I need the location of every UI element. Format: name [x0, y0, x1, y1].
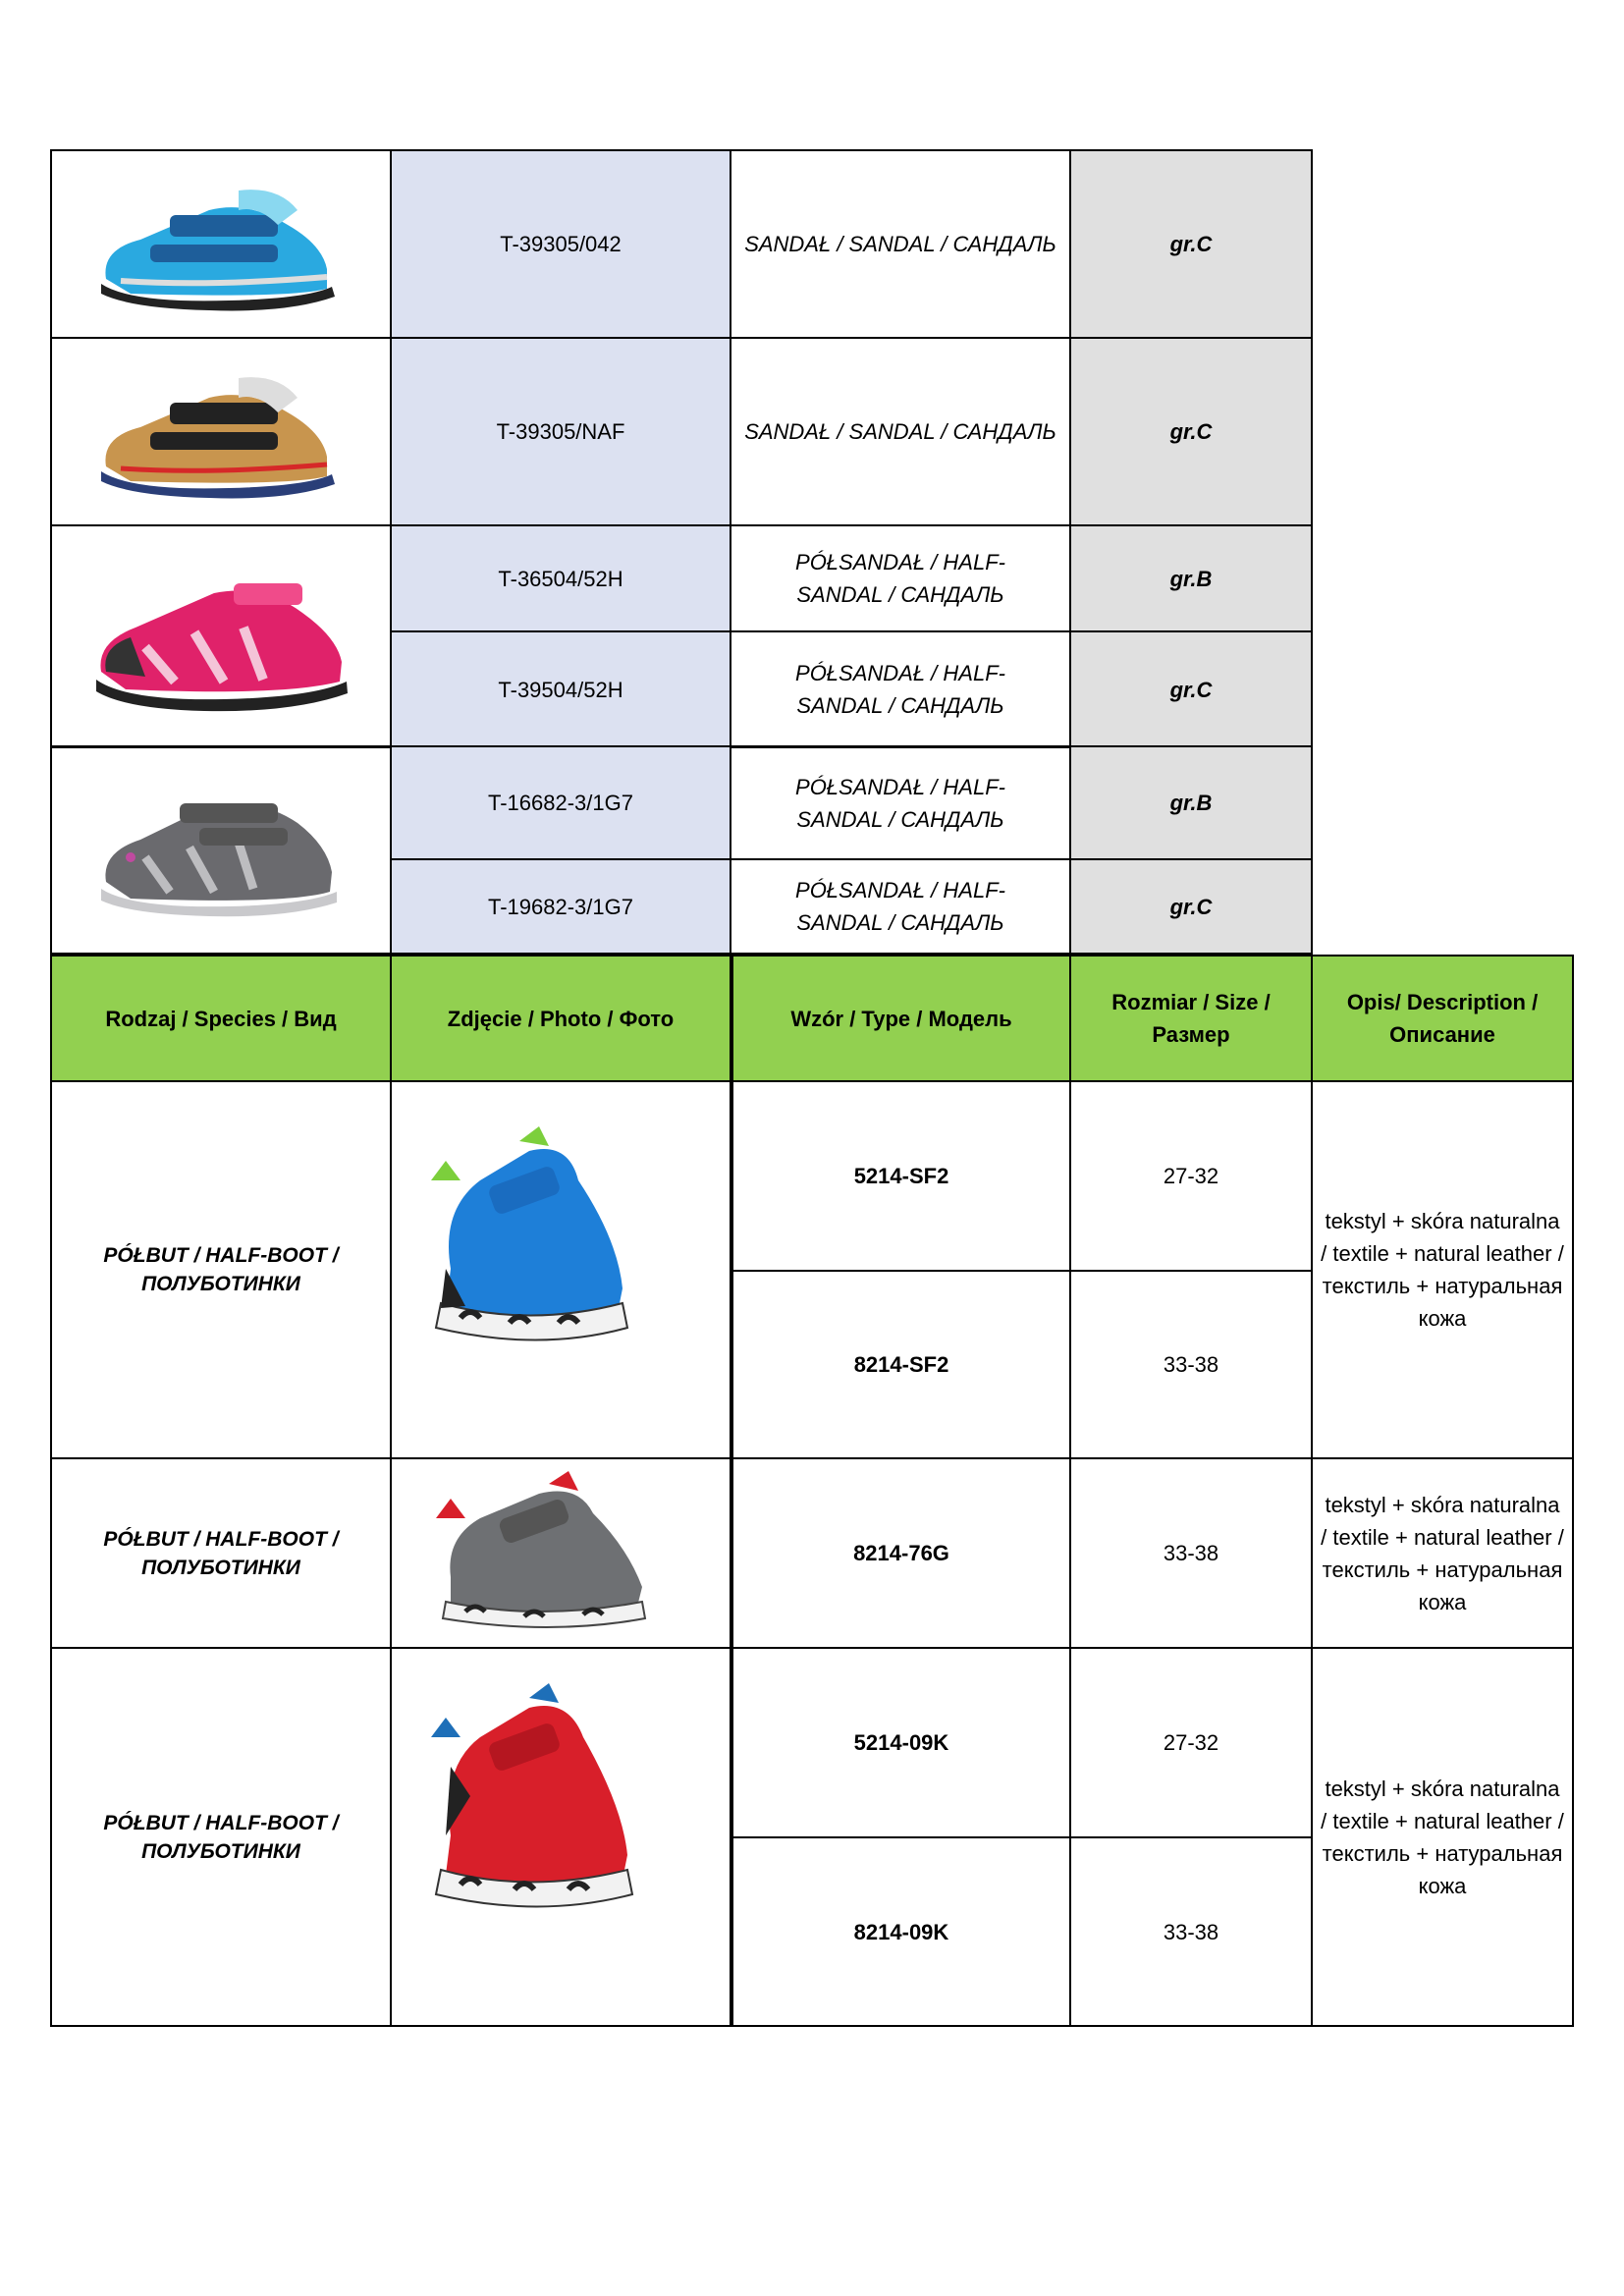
- header-species: Rodzaj / Species / Вид: [50, 955, 392, 1082]
- photo-cell: [50, 149, 392, 339]
- product-code: T-39504/52H: [390, 630, 731, 748]
- header-size: Rozmiar / Size / Размер: [1069, 955, 1313, 1082]
- type-cell: 5214-SF2: [730, 1080, 1071, 1272]
- sandal-brown-image: [91, 358, 347, 506]
- product-description: PÓŁSANDAŁ / HALF-SANDAL / САНДАЛЬ: [730, 630, 1071, 748]
- photo-cell: [50, 337, 392, 526]
- material-description: tekstyl + skóra naturalna / textile + natural leather / текстиль + натуральная кожа: [1311, 1457, 1574, 1649]
- header-type: Wzór / Type / Модель: [730, 955, 1071, 1082]
- sneaker-red-image: [421, 1678, 647, 1934]
- product-code: T-39305/042: [390, 149, 731, 339]
- sneaker-gray-image: [431, 1469, 657, 1636]
- product-code: T-39305/NAF: [390, 337, 731, 526]
- type-cell: 8214-09K: [730, 1836, 1071, 2027]
- size-cell: 27-32: [1069, 1080, 1313, 1272]
- product-code: T-19682-3/1G7: [390, 858, 731, 955]
- product-description: SANDAŁ / SANDAL / САНДАЛЬ: [730, 337, 1071, 526]
- price-group: gr.C: [1069, 337, 1313, 526]
- size-cell: 33-38: [1069, 1457, 1313, 1649]
- price-group: gr.B: [1069, 524, 1313, 632]
- header-description: Opis/ Description / Описание: [1311, 955, 1574, 1082]
- half-sandal-pink-image: [86, 554, 361, 721]
- photo-cell: [50, 745, 392, 955]
- size-cell: 33-38: [1069, 1836, 1313, 2027]
- price-group: gr.C: [1069, 630, 1313, 748]
- photo-cell: [390, 1457, 731, 1649]
- type-cell: 8214-76G: [730, 1457, 1071, 1649]
- photo-cell: [390, 1647, 731, 2027]
- species-cell: PÓŁBUT / HALF-BOOT / ПОЛУБОТИНКИ: [50, 1457, 392, 1649]
- product-code: T-16682-3/1G7: [390, 745, 731, 860]
- sneaker-blue-image: [421, 1121, 637, 1357]
- product-description: PÓŁSANDAŁ / HALF-SANDAL / САНДАЛЬ: [730, 745, 1071, 860]
- product-code: T-36504/52H: [390, 524, 731, 632]
- type-cell: 8214-SF2: [730, 1270, 1071, 1459]
- material-description: tekstyl + skóra naturalna / textile + natural leather / текстиль + натуральная кожа: [1311, 1647, 1574, 2027]
- species-cell: PÓŁBUT / HALF-BOOT / ПОЛУБОТИНКИ: [50, 1647, 392, 2027]
- header-photo: Zdjęcie / Photo / Фото: [390, 955, 731, 1082]
- price-group: gr.C: [1069, 858, 1313, 955]
- price-group: gr.B: [1069, 745, 1313, 860]
- price-group: gr.C: [1069, 149, 1313, 339]
- size-cell: 27-32: [1069, 1647, 1313, 1838]
- product-description: SANDAŁ / SANDAL / САНДАЛЬ: [730, 149, 1071, 339]
- half-sandal-gray-image: [91, 769, 347, 926]
- photo-cell: [390, 1080, 731, 1459]
- product-description: PÓŁSANDAŁ / HALF-SANDAL / САНДАЛЬ: [730, 858, 1071, 955]
- type-cell: 5214-09K: [730, 1647, 1071, 1838]
- product-description: PÓŁSANDAŁ / HALF-SANDAL / САНДАЛЬ: [730, 524, 1071, 632]
- species-cell: PÓŁBUT / HALF-BOOT / ПОЛУБОТИНКИ: [50, 1080, 392, 1459]
- photo-cell: [50, 524, 392, 748]
- size-cell: 33-38: [1069, 1270, 1313, 1459]
- sandal-blue-image: [91, 171, 347, 318]
- material-description: tekstyl + skóra naturalna / textile + natural leather / текстиль + натуральная кожа: [1311, 1080, 1574, 1459]
